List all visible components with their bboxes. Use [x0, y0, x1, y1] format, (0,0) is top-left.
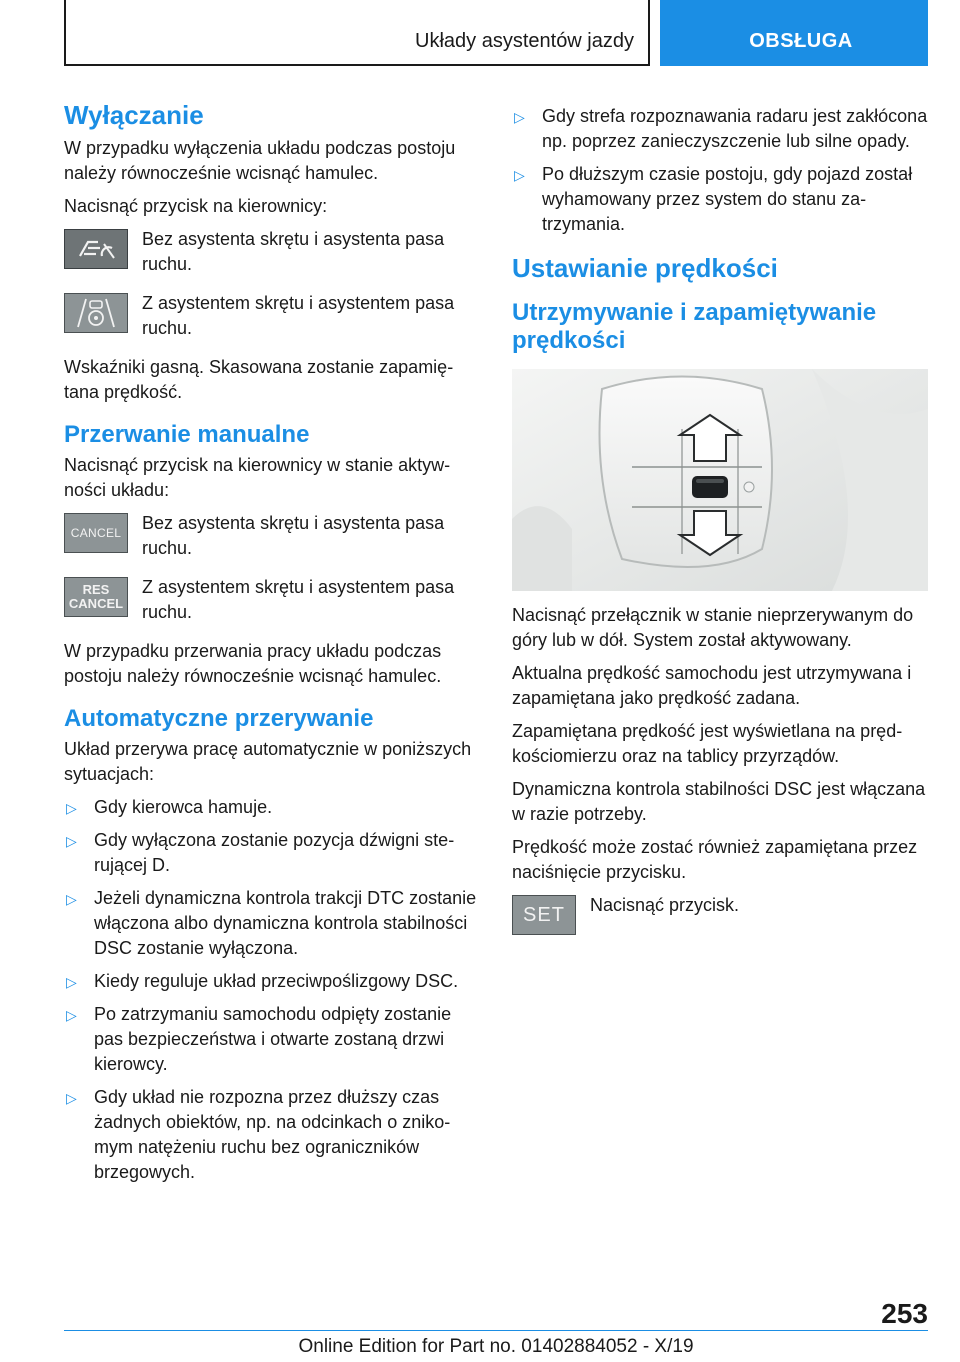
icon-row — [64, 227, 480, 277]
cancel-label: CANCEL — [68, 596, 124, 611]
icon-description: Z asystentem skrętu i asystentem pasa ruchu. — [142, 577, 455, 622]
set-button-label: SET — [523, 904, 565, 926]
triangle-bullet-icon: ▷ — [514, 109, 525, 125]
paragraph: Prędkość może zostać również zapamiętana przez naciśnięcie przycisku. — [512, 837, 918, 882]
cruise-control-off-icon — [64, 229, 128, 269]
paragraph: W przypadku wyłączenia układu podczas postoju należy równocześnie wcisnąć hamulec. — [64, 138, 456, 183]
heading-utrzymywanie: Utrzymywanie i zapamiętywanie prędkości — [512, 299, 877, 354]
paragraph: Zapamiętana prędkość jest wyświetlana na prędkościomierzu oraz na tablicy przyrządów. — [512, 721, 903, 766]
triangle-bullet-icon: ▷ — [66, 800, 77, 816]
paragraph: Aktualna prędkość samochodu jest utrzymywana i zapamiętana jako prędkość zadana. — [512, 663, 912, 708]
paragraph: Nacisnąć przycisk na kierownicy w stanie aktywności układu: — [64, 455, 451, 500]
section-label: OBSŁUGA — [749, 30, 853, 52]
list-item: ▷ Gdy wyłączona zostanie pozycja dźwigni sterującej D. — [66, 830, 455, 875]
icon-description: Bez asystenta skrętu i asystenta pasa ruchu. — [142, 229, 445, 274]
icon-row — [512, 893, 928, 935]
cancel-button-icon — [64, 513, 128, 553]
header-section-tab — [660, 0, 928, 66]
triangle-bullet-icon: ▷ — [66, 891, 77, 907]
paragraph: W przypadku przerwania pracy układu podczas postoju należy równocześnie wcisnąć hamulec. — [64, 641, 442, 686]
paragraph: Dynamiczna kontrola stabilności DSC jest włączana w razie potrzeby. — [512, 779, 926, 824]
res-cancel-button-icon — [64, 577, 128, 617]
icon-description: Bez asystenta skrętu i asystenta pasa ruchu. — [142, 513, 445, 558]
footer-edition: Online Edition for Part no. 01402884052 - X/19 — [298, 1336, 694, 1357]
footer-divider — [64, 1330, 928, 1331]
triangle-bullet-icon: ▷ — [66, 974, 77, 990]
res-label: RES — [82, 582, 110, 597]
triangle-bullet-icon: ▷ — [514, 167, 525, 183]
list-item: ▷ Po dłuższym czasie postoju, gdy pojazd został wyhamowany przez system do stanu zatrzymania. — [514, 164, 913, 234]
list-item: ▷ Gdy kierowca hamuje. — [64, 795, 480, 820]
set-button-icon — [512, 895, 576, 935]
header-title-box — [64, 0, 650, 66]
steering-wheel-switch-photo — [512, 369, 928, 591]
heading-ustawianie-predkosci: Ustawianie prędkości — [512, 253, 778, 283]
list-item: ▷ Kiedy reguluje układ przeciwpoślizgowy DSC. — [64, 969, 480, 994]
paragraph: Wskaźniki gasną. Skasowana zostanie zapamiętana prędkość. — [64, 357, 454, 402]
triangle-bullet-icon: ▷ — [66, 1090, 77, 1106]
list-item: ▷ Po zatrzymaniu samochodu odpięty zostanie pas bezpieczeństwa i otwarte zostaną drzwi kierowcy. — [66, 1004, 452, 1074]
icon-row — [64, 291, 480, 341]
icon-description: Z asystentem skrętu i asystentem pasa ruchu. — [142, 293, 455, 338]
left-column — [64, 100, 480, 1193]
triangle-bullet-icon: ▷ — [66, 833, 77, 849]
heading-automatyczne-przerywanie: Automatyczne przerywanie — [64, 705, 374, 732]
list-item: ▷ Gdy układ nie rozpozna przez dłuższy czas żadnych obiektów, np. na odcinkach o znikomym natężeniu ruchu bez ograniczników brzegowych. — [66, 1087, 451, 1182]
icon-row — [64, 511, 480, 561]
bullet-list — [64, 795, 480, 1185]
heading-wylaczanie: Wyłączanie — [64, 100, 204, 130]
chapter-title: Układy asystentów jazdy — [415, 30, 634, 52]
triangle-bullet-icon: ▷ — [66, 1007, 77, 1023]
paragraph: Nacisnąć przełącznik w stanie nieprzerywanym do góry lub w dół. System został aktywowany. — [512, 605, 914, 650]
paragraph: Układ przerywa pracę automatycznie w poniższych sytuacjach: — [64, 739, 472, 784]
list-item: ▷ Gdy strefa rozpoznawania radaru jest zakłócona np. poprzez zanieczyszczenie lub silne opady. — [514, 106, 928, 151]
page-header — [64, 0, 928, 66]
steering-assistant-icon — [64, 293, 128, 333]
cancel-button-label: CANCEL — [70, 526, 122, 540]
heading-przerwanie-manualne: Przerwanie manualne — [64, 421, 310, 448]
list-item: ▷ Jeżeli dynamiczna kontrola trakcji DTC zostanie włączona albo dynamiczna kontrola stabilności DSC zostanie wyłączona. — [66, 888, 477, 958]
bullet-list — [512, 104, 928, 237]
icon-description: Nacisnąć przycisk. — [590, 895, 740, 915]
paragraph: Nacisnąć przycisk na kierownicy: — [64, 196, 328, 216]
right-column — [512, 100, 928, 949]
icon-row — [64, 575, 480, 625]
page-number: 253 — [881, 1298, 928, 1329]
